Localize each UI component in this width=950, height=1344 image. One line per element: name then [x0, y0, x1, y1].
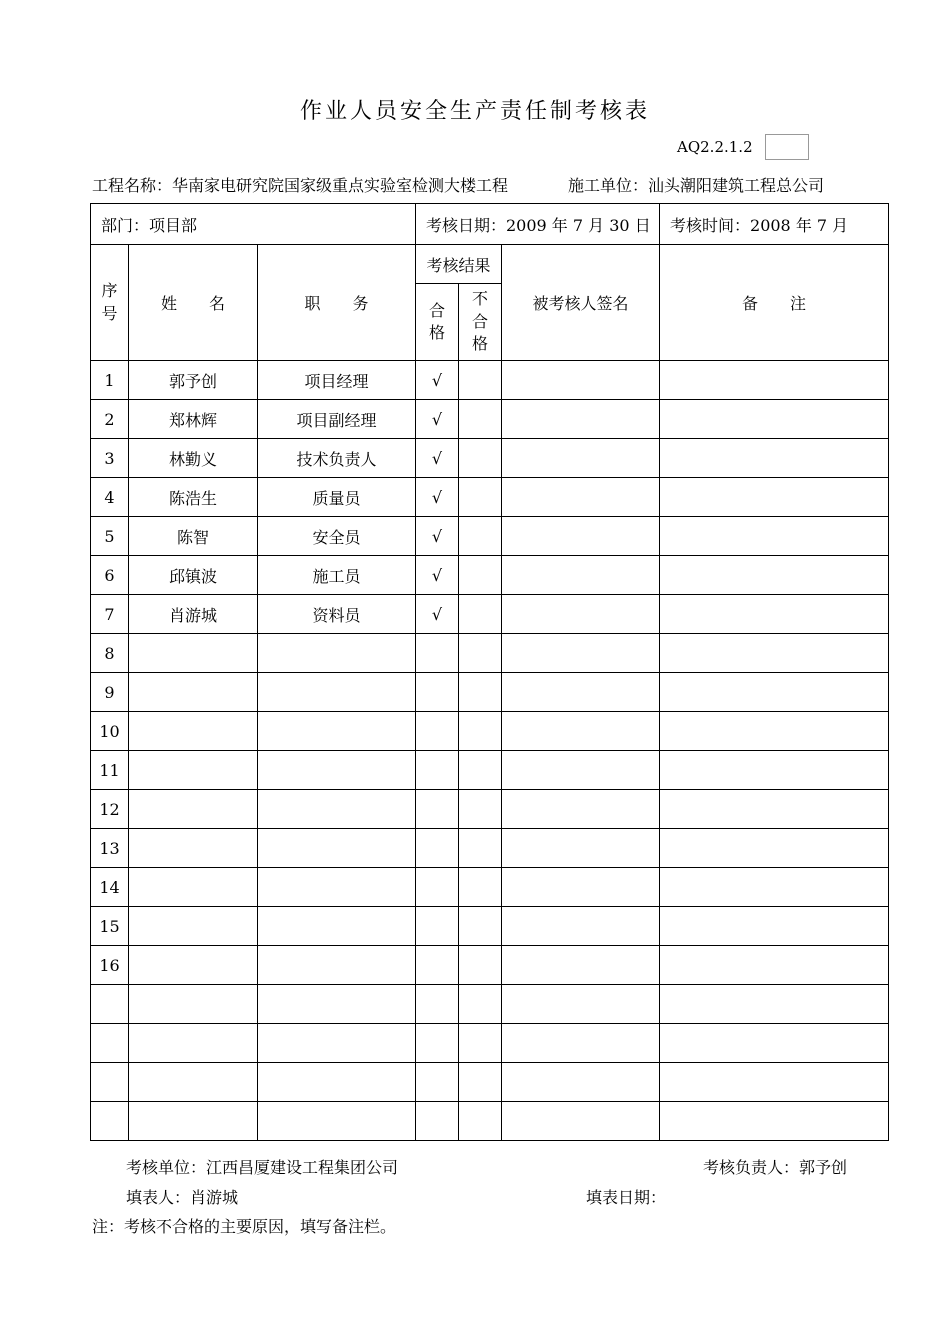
table-row [91, 946, 889, 985]
fail-cell[interactable] [459, 1102, 502, 1141]
name-cell[interactable] [129, 1102, 258, 1141]
signature-cell[interactable] [502, 673, 660, 712]
signature-cell[interactable] [502, 712, 660, 751]
name-cell[interactable]: 林勤义 [129, 439, 258, 478]
remark-cell[interactable] [660, 751, 889, 790]
assessment-table [90, 203, 889, 1141]
pass-cell[interactable] [416, 634, 459, 673]
pass-cell[interactable]: √ [416, 439, 459, 478]
pass-cell[interactable] [416, 673, 459, 712]
position-cell[interactable] [258, 712, 416, 751]
row-number-cell: 14 [91, 868, 129, 907]
signature-cell[interactable] [502, 1102, 660, 1141]
row-number-cell: 10 [91, 712, 129, 751]
remark-cell[interactable] [660, 439, 889, 478]
header-result: 考核结果 [416, 245, 502, 284]
remark-cell[interactable] [660, 400, 889, 439]
name-cell[interactable]: 邱镇波 [129, 556, 258, 595]
table-row [91, 439, 889, 478]
signature-cell[interactable] [502, 790, 660, 829]
position-cell[interactable] [258, 673, 416, 712]
header-row-1 [91, 245, 889, 284]
pass-cell[interactable]: √ [416, 595, 459, 634]
name-cell[interactable] [129, 673, 258, 712]
name-cell[interactable] [129, 634, 258, 673]
pass-cell[interactable] [416, 829, 459, 868]
position-cell[interactable]: 安全员 [258, 517, 416, 556]
name-cell[interactable]: 陈智 [129, 517, 258, 556]
header-fail: 不合格 [459, 284, 502, 361]
remark-cell[interactable] [660, 985, 889, 1024]
remark-cell[interactable] [660, 790, 889, 829]
check-period-cell: 考核时间：2008 年 7 月 [660, 204, 889, 245]
table-row [91, 595, 889, 634]
fail-cell[interactable] [459, 1063, 502, 1102]
row-number-cell [91, 1024, 129, 1063]
fail-cell[interactable] [459, 946, 502, 985]
header-pass: 合格 [416, 284, 459, 361]
table-row [91, 400, 889, 439]
remark-cell[interactable] [660, 634, 889, 673]
remark-cell[interactable] [660, 907, 889, 946]
name-cell[interactable]: 郭予创 [129, 361, 258, 400]
remark-cell[interactable] [660, 673, 889, 712]
project-name: 工程名称：华南家电研究院国家级重点实验室检测大楼工程 [92, 176, 509, 195]
position-cell[interactable] [258, 868, 416, 907]
check-leader: 考核负责人：郭予创 [703, 1158, 848, 1177]
document-number: AQ2.2.1.2 [677, 138, 753, 156]
position-cell[interactable] [258, 1102, 416, 1141]
pass-cell[interactable] [416, 907, 459, 946]
check-date-cell: 考核日期：2009 年 7 月 30 日 [416, 204, 660, 245]
table-row [91, 868, 889, 907]
row-number-cell: 5 [91, 517, 129, 556]
table-row [91, 517, 889, 556]
signature-cell[interactable] [502, 400, 660, 439]
table-row [91, 907, 889, 946]
department-cell: 部门：项目部 [91, 204, 416, 245]
remark-cell[interactable] [660, 712, 889, 751]
fail-cell[interactable] [459, 556, 502, 595]
pass-cell[interactable]: √ [416, 556, 459, 595]
signature-cell[interactable] [502, 1063, 660, 1102]
row-number-cell: 8 [91, 634, 129, 673]
row-number-cell: 1 [91, 361, 129, 400]
fail-cell[interactable] [459, 868, 502, 907]
remark-cell[interactable] [660, 556, 889, 595]
form-filler: 填表人：肖游城 [126, 1188, 239, 1207]
row-number-cell: 3 [91, 439, 129, 478]
table-row [91, 1024, 889, 1063]
fail-cell[interactable] [459, 712, 502, 751]
position-cell[interactable] [258, 634, 416, 673]
pass-cell[interactable]: √ [416, 478, 459, 517]
position-cell[interactable]: 施工员 [258, 556, 416, 595]
pass-cell[interactable] [416, 868, 459, 907]
table-row [91, 556, 889, 595]
row-number-cell [91, 985, 129, 1024]
fail-cell[interactable] [459, 1024, 502, 1063]
remark-cell[interactable] [660, 829, 889, 868]
position-cell[interactable]: 项目经理 [258, 361, 416, 400]
remark-cell[interactable] [660, 361, 889, 400]
row-number-cell: 13 [91, 829, 129, 868]
pass-cell[interactable] [416, 1102, 459, 1141]
fail-cell[interactable] [459, 673, 502, 712]
row-number-cell: 7 [91, 595, 129, 634]
fail-cell[interactable] [459, 985, 502, 1024]
row-number-cell: 11 [91, 751, 129, 790]
signature-cell[interactable] [502, 907, 660, 946]
pass-cell[interactable] [416, 985, 459, 1024]
signature-cell[interactable] [502, 946, 660, 985]
row-number-cell [91, 1102, 129, 1141]
signature-cell[interactable] [502, 868, 660, 907]
signature-cell[interactable] [502, 634, 660, 673]
table-row [91, 478, 889, 517]
signature-cell[interactable] [502, 556, 660, 595]
row-number-cell: 9 [91, 673, 129, 712]
name-cell[interactable] [129, 829, 258, 868]
table-row [91, 361, 889, 400]
position-cell[interactable]: 项目副经理 [258, 400, 416, 439]
name-cell[interactable]: 陈浩生 [129, 478, 258, 517]
position-cell[interactable] [258, 790, 416, 829]
row-number-cell: 12 [91, 790, 129, 829]
fill-date: 填表日期： [586, 1188, 667, 1207]
position-cell[interactable] [258, 985, 416, 1024]
table-row [91, 829, 889, 868]
fail-cell[interactable] [459, 634, 502, 673]
header-signature: 被考核人签名 [502, 245, 660, 361]
name-cell[interactable] [129, 1063, 258, 1102]
position-cell[interactable] [258, 946, 416, 985]
position-cell[interactable] [258, 1063, 416, 1102]
form-title: 作业人员安全生产责任制考核表 [299, 99, 650, 124]
pass-cell[interactable] [416, 1024, 459, 1063]
fail-cell[interactable] [459, 829, 502, 868]
signature-cell[interactable] [502, 985, 660, 1024]
row-number-cell: 16 [91, 946, 129, 985]
table-row [91, 1102, 889, 1141]
pass-cell[interactable] [416, 712, 459, 751]
position-cell[interactable] [258, 829, 416, 868]
document-number-box[interactable] [765, 134, 809, 160]
signature-cell[interactable] [502, 1024, 660, 1063]
fail-cell[interactable] [459, 790, 502, 829]
name-cell[interactable] [129, 712, 258, 751]
name-cell[interactable] [129, 985, 258, 1024]
info-row [91, 204, 889, 245]
row-number-cell: 4 [91, 478, 129, 517]
signature-cell[interactable] [502, 517, 660, 556]
fail-cell[interactable] [459, 595, 502, 634]
pass-cell[interactable]: √ [416, 517, 459, 556]
table-row [91, 673, 889, 712]
pass-cell[interactable]: √ [416, 361, 459, 400]
signature-cell[interactable] [502, 595, 660, 634]
fail-cell[interactable] [459, 361, 502, 400]
position-cell[interactable]: 技术负责人 [258, 439, 416, 478]
remark-cell[interactable] [660, 946, 889, 985]
row-number-cell: 6 [91, 556, 129, 595]
name-cell[interactable] [129, 868, 258, 907]
header-seq: 序号 [91, 245, 129, 361]
pass-cell[interactable] [416, 1063, 459, 1102]
remark-cell[interactable] [660, 1063, 889, 1102]
signature-cell[interactable] [502, 361, 660, 400]
pass-cell[interactable]: √ [416, 400, 459, 439]
name-cell[interactable]: 肖游城 [129, 595, 258, 634]
position-cell[interactable]: 资料员 [258, 595, 416, 634]
row-number-cell: 15 [91, 907, 129, 946]
table-row [91, 751, 889, 790]
footnote: 注：考核不合格的主要原因，填写备注栏。 [92, 1217, 397, 1236]
fail-cell[interactable] [459, 517, 502, 556]
position-cell[interactable]: 质量员 [258, 478, 416, 517]
signature-cell[interactable] [502, 478, 660, 517]
position-cell[interactable] [258, 1024, 416, 1063]
remark-cell[interactable] [660, 595, 889, 634]
fail-cell[interactable] [459, 478, 502, 517]
table-row [91, 985, 889, 1024]
fail-cell[interactable] [459, 439, 502, 478]
name-cell[interactable] [129, 751, 258, 790]
table-row [91, 1063, 889, 1102]
name-cell[interactable]: 郑林辉 [129, 400, 258, 439]
name-cell[interactable] [129, 946, 258, 985]
row-number-cell [91, 1063, 129, 1102]
fail-cell[interactable] [459, 400, 502, 439]
table-row [91, 790, 889, 829]
fail-cell[interactable] [459, 751, 502, 790]
name-cell[interactable] [129, 907, 258, 946]
remark-cell[interactable] [660, 478, 889, 517]
remark-cell[interactable] [660, 868, 889, 907]
remark-cell[interactable] [660, 517, 889, 556]
header-remark: 备 注 [660, 245, 889, 361]
position-cell[interactable] [258, 751, 416, 790]
name-cell[interactable] [129, 790, 258, 829]
remark-cell[interactable] [660, 1102, 889, 1141]
table-row [91, 634, 889, 673]
check-unit: 考核单位：江西昌厦建设工程集团公司 [126, 1158, 399, 1177]
row-number-cell: 2 [91, 400, 129, 439]
name-cell[interactable] [129, 1024, 258, 1063]
header-name: 姓 名 [129, 245, 258, 361]
position-cell[interactable] [258, 907, 416, 946]
signature-cell[interactable] [502, 751, 660, 790]
pass-cell[interactable] [416, 751, 459, 790]
header-position: 职 务 [258, 245, 416, 361]
remark-cell[interactable] [660, 1024, 889, 1063]
contractor-name: 施工单位：汕头潮阳建筑工程总公司 [568, 176, 825, 195]
signature-cell[interactable] [502, 829, 660, 868]
fail-cell[interactable] [459, 907, 502, 946]
table-row [91, 712, 889, 751]
signature-cell[interactable] [502, 439, 660, 478]
pass-cell[interactable] [416, 790, 459, 829]
pass-cell[interactable] [416, 946, 459, 985]
